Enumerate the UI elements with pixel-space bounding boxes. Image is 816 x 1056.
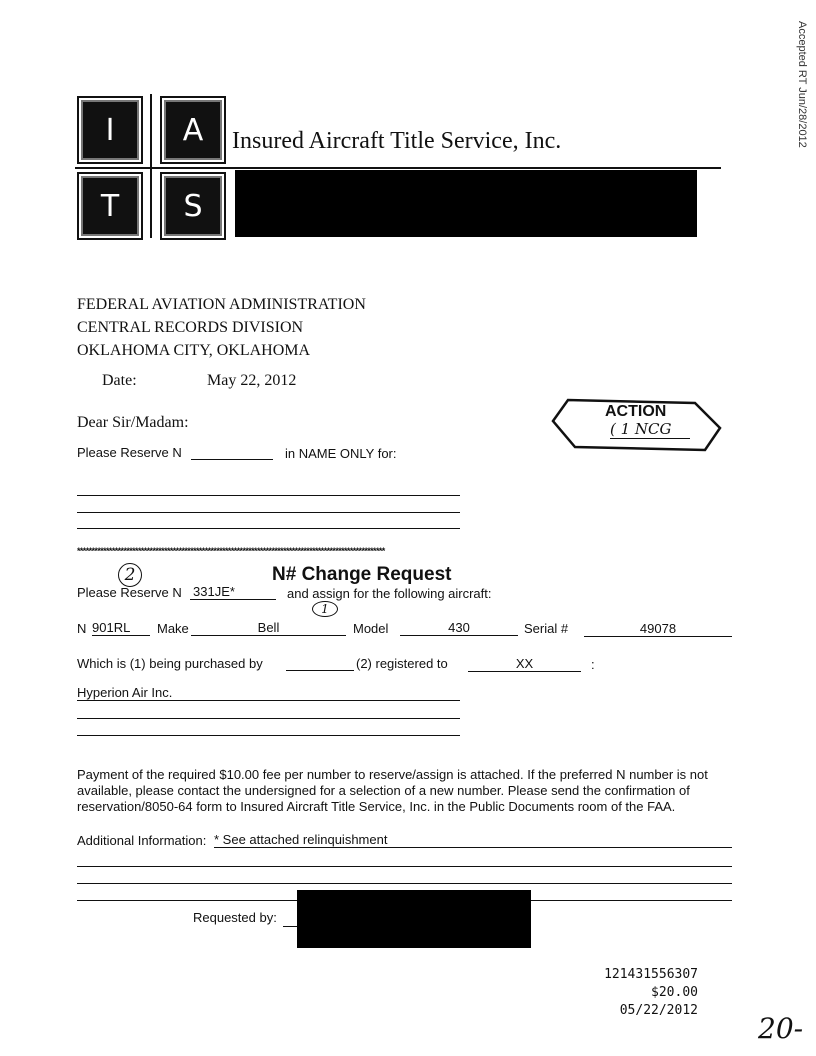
receipt-number: 121431556307	[604, 967, 698, 982]
reserve-name-suffix: in NAME ONLY for:	[285, 446, 397, 461]
which-text: Which is (1) being purchased by	[77, 656, 263, 671]
make-field: Bell	[191, 620, 346, 636]
assign-text: and assign for the following aircraft:	[287, 586, 492, 601]
receipt-stamp	[570, 966, 698, 1020]
change-request-heading: N# Change Request	[272, 564, 452, 585]
receipt-amount-date: $20.00 05/22/2012	[619, 985, 698, 1018]
side-accepted-stamp: Accepted RT Jun/28/2012	[796, 21, 808, 148]
blank-line	[77, 495, 460, 496]
serial-field: 49078	[584, 621, 732, 637]
additional-info-field: * See attached relinquishment	[214, 832, 732, 848]
header-rule	[75, 167, 721, 169]
make-label: Make	[157, 621, 189, 636]
action-stamp-title: ACTION	[605, 403, 667, 420]
redacted-signature	[297, 890, 531, 948]
reserve-name-prefix: Please Reserve N	[77, 445, 182, 460]
handwritten-fee: 20-	[758, 1012, 804, 1045]
model-field: 430	[400, 620, 518, 636]
blank-line	[77, 718, 460, 719]
owner-field: Hyperion Air Inc.	[77, 685, 460, 701]
reserve-prefix: Please Reserve N	[77, 585, 182, 600]
blank-line	[77, 512, 460, 513]
payment-paragraph: Payment of the required $10.00 fee per number to reserve/assign is attached. If the preferred N number is not available, please contact the undersigned for a selection of a new number. Please send the confirmation of reservation/8050-64 form to Insured Aircraft Title Service, Inc. in the Public Documents room of the FAA.	[77, 767, 708, 814]
additional-info-label: Additional Information:	[77, 833, 207, 848]
company-name: Insured Aircraft Title Service, Inc.	[232, 128, 562, 154]
redacted-block	[235, 170, 697, 237]
colon: :	[591, 657, 595, 672]
action-stamp-handwritten: ( 1 NCG	[610, 420, 690, 439]
blank-line	[77, 735, 460, 736]
registered-text: (2) registered to	[356, 656, 448, 671]
logo-letter-i: I	[79, 98, 141, 162]
date-value: May 22, 2012	[207, 372, 297, 389]
n-label: N	[77, 621, 87, 636]
salutation: Dear Sir/Madam:	[77, 414, 189, 431]
addressee-block	[77, 293, 366, 362]
handwritten-mark-2: 2	[118, 563, 142, 587]
addressee-line: FEDERAL AVIATION ADMINISTRATION	[77, 296, 366, 313]
model-label: Model	[353, 621, 389, 636]
reserve-name-field	[191, 444, 273, 460]
reserve-n-field: 331JE*	[190, 584, 276, 600]
logo-letter-t: T	[79, 174, 141, 238]
registered-to-field: XX	[468, 656, 581, 672]
serial-label: Serial #	[524, 621, 569, 636]
logo-letter-s: S	[162, 174, 224, 238]
addressee-line: CENTRAL RECORDS DIVISION	[77, 319, 304, 336]
blank-line	[77, 528, 460, 529]
asterisk-separator: **********************************************************************************************************	[77, 546, 385, 556]
addressee-line: OKLAHOMA CITY, OKLAHOMA	[77, 342, 311, 359]
logo-divider	[150, 94, 152, 238]
date-label: Date:	[102, 372, 137, 389]
n-number-field: 901RL	[92, 620, 150, 636]
blank-line	[77, 883, 732, 884]
requested-by-label: Requested by:	[193, 910, 277, 925]
handwritten-mark-1: 1	[312, 601, 338, 617]
logo-letter-a: A	[162, 98, 224, 162]
purchased-by-field	[286, 655, 354, 671]
blank-line	[77, 866, 732, 867]
